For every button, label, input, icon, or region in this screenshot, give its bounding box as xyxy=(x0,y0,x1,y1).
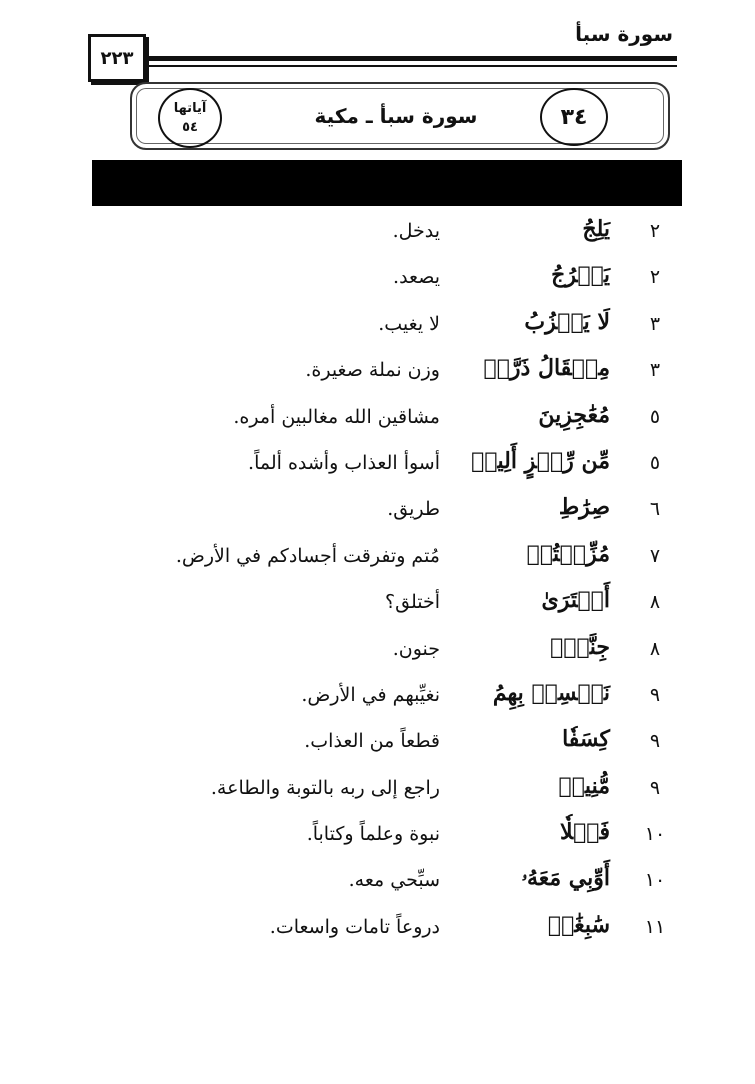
surah-banner xyxy=(130,82,670,150)
word-meaning: أسوأ العذاب وأشده ألماً. xyxy=(248,451,440,474)
word-meaning: نبوة وعلماً وكتاباً. xyxy=(306,823,440,846)
header-rule-thin xyxy=(142,65,677,67)
header-rule-thick xyxy=(142,56,677,61)
glossary-row xyxy=(150,676,670,722)
glossary-row xyxy=(150,815,670,861)
glossary-row xyxy=(150,537,670,583)
word-meaning: سبِّحي معه. xyxy=(348,869,440,892)
ayat-label: آياتها xyxy=(173,101,207,116)
quran-word: فَضۡلٗا xyxy=(559,819,610,846)
glossary-row xyxy=(150,769,670,815)
glossary-row xyxy=(150,861,670,907)
glossary-row xyxy=(150,583,670,629)
word-meaning: نغيِّبهم في الأرض. xyxy=(301,683,440,706)
quran-word: كِسَفٗا xyxy=(562,726,610,753)
quran-word: مُعَٰجِزِينَ xyxy=(538,401,610,428)
glossary-row xyxy=(150,258,670,304)
glossary-row xyxy=(150,212,670,258)
surah-number-badge: ٣٤ xyxy=(540,88,608,146)
glossary-row xyxy=(150,630,670,676)
quran-word: أَفۡتَرَىٰ xyxy=(541,587,610,614)
glossary-row xyxy=(150,398,670,444)
quran-word: يَلِجُ xyxy=(582,216,610,242)
verse-number: ٢ xyxy=(649,220,661,242)
word-meaning: قطعاً من العذاب. xyxy=(304,730,440,753)
verse-number: ٩ xyxy=(649,683,661,706)
glossary-row xyxy=(150,722,670,768)
verse-number: ٩ xyxy=(649,776,661,799)
verse-number: ٨ xyxy=(649,637,661,660)
surah-title: سورة سبأ ـ مكية xyxy=(314,104,478,128)
verse-number: ٩ xyxy=(649,730,661,753)
word-meaning: دروعاً تامات واسعات. xyxy=(269,915,440,938)
glossary-row xyxy=(150,305,670,351)
word-meaning: جنون. xyxy=(392,637,440,660)
ayat-count-badge xyxy=(158,88,222,148)
quran-word: يَعۡرُجُ xyxy=(551,262,610,289)
word-meaning: وزن نملة صغيرة. xyxy=(305,359,440,382)
verse-number: ١١ xyxy=(644,915,666,938)
quran-word: صِرَٰطِ xyxy=(558,494,610,521)
verse-number: ٣ xyxy=(649,312,661,335)
running-head-title: سورة سبأ xyxy=(575,22,673,46)
word-meaning: طريق. xyxy=(387,498,440,521)
glossary-row xyxy=(150,490,670,536)
word-meaning: مشاقين الله مغالبين أمره. xyxy=(233,405,440,428)
glossary-row xyxy=(150,908,670,954)
quran-word: جِنَّةُۢ xyxy=(550,633,610,660)
quran-word: نَخۡسِفۡ بِهِمُ xyxy=(492,679,610,706)
quran-word: مِثۡقَالُ ذَرَّةٖ xyxy=(483,355,610,382)
verse-number: ١٠ xyxy=(644,869,666,892)
word-meaning: أختلق؟ xyxy=(385,591,440,614)
word-meaning: يصعد. xyxy=(393,266,440,289)
quran-word: مُزِّقۡتُمۡ xyxy=(526,540,610,567)
verse-number: ٥ xyxy=(649,405,661,428)
verse-number: ٨ xyxy=(649,591,661,614)
verse-number: ٢ xyxy=(649,266,661,289)
quran-word: مِّن رِّجۡزٍ أَلِيمٞ xyxy=(471,447,610,474)
quran-word: لَا يَعۡزُبُ xyxy=(524,308,610,335)
glossary-row xyxy=(150,351,670,397)
verse-number: ٧ xyxy=(649,544,661,567)
ayat-count: ٥٤ xyxy=(182,120,198,135)
page-number: ٢٢٣ xyxy=(88,34,146,82)
quran-word: سَٰبِغَٰتٖ xyxy=(547,911,610,938)
glossary-row xyxy=(150,444,670,490)
quran-word: مُّنِيبٖ xyxy=(558,772,610,799)
word-meaning: يدخل. xyxy=(392,220,440,242)
verse-number: ٥ xyxy=(649,451,661,474)
word-meaning: مُتم وتفرقت أجسادكم في الأرض. xyxy=(175,544,440,567)
glossary-list xyxy=(150,212,670,954)
quran-word: أَوِّبِي مَعَهُۥ xyxy=(521,865,610,892)
verse-number: ٦ xyxy=(649,498,661,521)
section-band xyxy=(92,160,682,206)
word-meaning: لا يغيب. xyxy=(378,312,440,335)
word-meaning: راجع إلى ربه بالتوبة والطاعة. xyxy=(210,776,440,799)
verse-number: ٣ xyxy=(649,359,661,382)
verse-number: ١٠ xyxy=(644,823,666,846)
